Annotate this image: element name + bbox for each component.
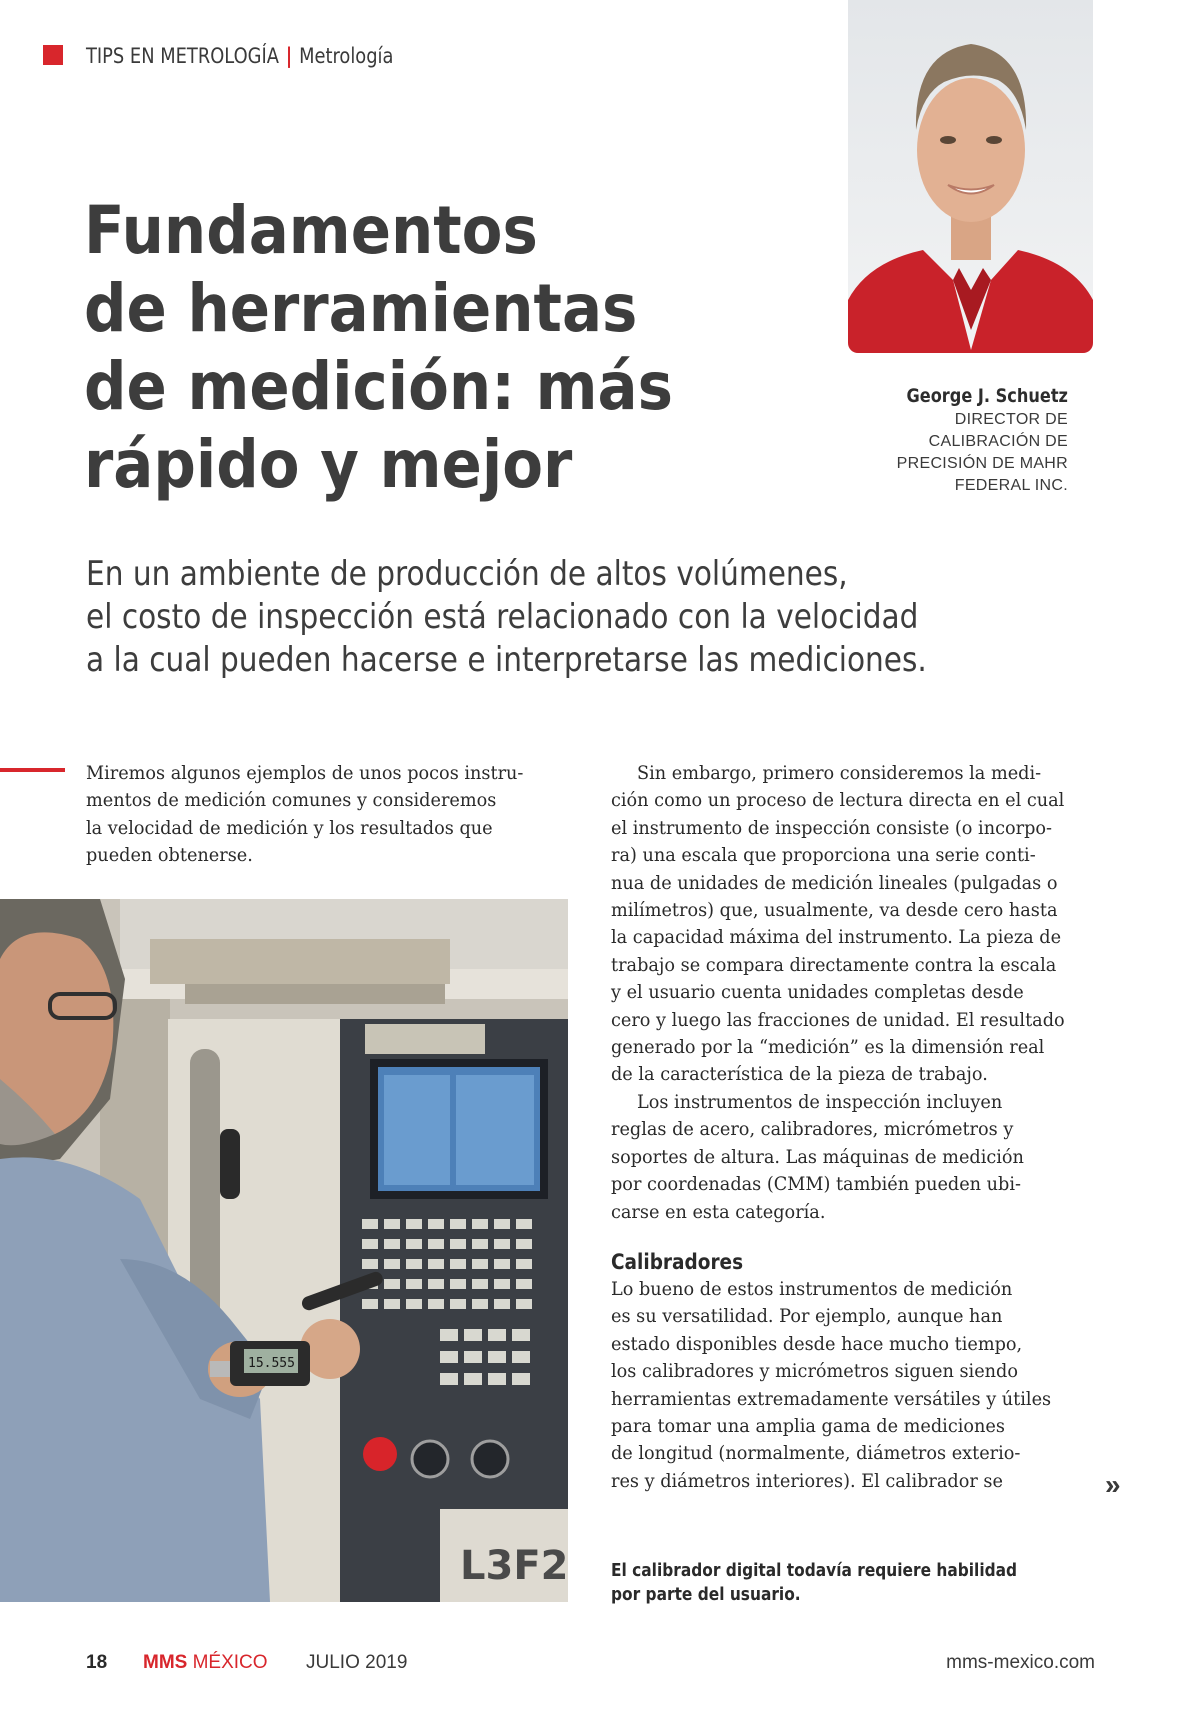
article-title [84,192,738,504]
issue-date: JULIO 2019 [306,1652,408,1673]
text-line: herramientas extremadamente versátiles y útiles [611,1387,1052,1410]
title-line: rápido y mejor [84,426,573,503]
author-role [878,409,1068,497]
text-line: pueden obtenerse. [86,844,253,867]
author-role-line: FEDERAL INC. [954,477,1068,494]
article-deck [86,553,1052,682]
red-divider-rule [0,768,65,772]
machine-plate-label: L3F2 [460,1543,568,1589]
website-link[interactable]: mms-mexico.com [946,1652,1095,1673]
publication-name-bold: MMS [143,1652,188,1673]
text-line: estado disponibles desde hace mucho tiempo, [611,1332,1023,1355]
caption-line: por parte del usuario. [611,1585,801,1605]
text-line: milímetros) que, usualmente, va desde cero hasta [611,899,1058,922]
text-line: res y diámetros interiores). El calibrador se [611,1469,1003,1492]
deck-line: En un ambiente de producción de altos volúmenes, [86,554,848,594]
text-line: para tomar una amplia gama de mediciones [611,1414,1005,1437]
deck-line: el costo de inspección está relacionado con la velocidad [86,597,919,637]
author-portrait [848,0,1093,353]
author-role-line: CALIBRACIÓN DE [928,433,1068,450]
text-line: ción como un proceso de lectura directa en el cual [611,789,1065,812]
author-byline [878,383,1068,497]
text-line: la capacidad máxima del instrumento. La pieza de [611,926,1062,949]
section-separator: | [285,44,293,68]
text-line: los calibradores y micrómetros siguen siendo [611,1360,1018,1383]
page-footer [0,1652,1200,1682]
text-line: de la característica de la pieza de trabajo. [611,1063,988,1086]
text-line: Miremos algunos ejemplos de unos pocos instru- [86,762,524,784]
section-category: Metrología [299,44,394,68]
section-header [86,42,393,70]
text-line: Los instrumentos de inspección incluyen [637,1090,1003,1113]
text-line: y el usuario cuenta unidades completas desde [611,981,1024,1004]
text-line: Sin embargo, primero consideremos la medi- [637,762,1042,784]
text-line: trabajo se compara directamente contra la escala [611,953,1057,976]
text-line: es su versatilidad. Por ejemplo, aunque han [611,1305,1003,1328]
title-line: Fundamentos [84,192,538,269]
text-line: por coordenadas (CMM) también pueden ubi- [611,1173,1021,1196]
text-line: carse en esta categoría. [611,1200,826,1223]
body-paragraph [611,1089,1099,1116]
text-line: generado por la “medición” es la dimensión real [611,1036,1045,1059]
title-line: de medición: más [84,348,673,425]
text-line: la velocidad de medición y los resultados que [86,816,493,839]
deck-line: a la cual pueden hacerse e interpretarse las mediciones. [86,640,927,680]
body-paragraph [611,760,1099,787]
publication-name [143,1652,268,1674]
page-number: 18 [86,1652,108,1673]
text-line: cero y luego las fracciones de unidad. El resultado [611,1008,1065,1031]
author-name: George J. Schuetz [906,385,1068,407]
text-line: reglas de acero, calibradores, micrómetros y [611,1118,1014,1141]
intro-paragraph [86,760,556,870]
text-line: nua de unidades de medición lineales (pulgadas o [611,871,1058,894]
section-subheading: Calibradores [611,1249,744,1274]
publication-name-rest: MÉXICO [187,1652,268,1673]
author-role-line: DIRECTOR DE [954,411,1068,428]
text-line: ra) una escala que proporciona una serie conti- [611,844,1036,867]
continue-arrow-icon: » [1105,1469,1121,1500]
article-photo [0,899,568,1602]
text-line: soportes de altura. Las máquinas de medición [611,1145,1024,1168]
text-line: el instrumento de inspección consiste (o incorpo- [611,816,1052,839]
section-marker-square [43,45,63,65]
main-column [611,760,1099,1495]
text-line: mentos de medición comunes y consideremos [86,789,497,812]
text-line: de longitud (normalmente, diámetros exterio- [611,1442,1021,1465]
text-line: Lo bueno de estos instrumentos de medición [611,1277,1013,1300]
author-role-line: PRECISIÓN DE MAHR [896,455,1068,472]
caliper-display-reading: 15.555 [248,1356,295,1371]
title-line: de herramientas [84,270,638,347]
caption-line: El calibrador digital todavía requiere habilidad [611,1561,1018,1581]
photo-caption [611,1559,1072,1607]
section-label: TIPS EN METROLOGÍA [86,44,279,68]
